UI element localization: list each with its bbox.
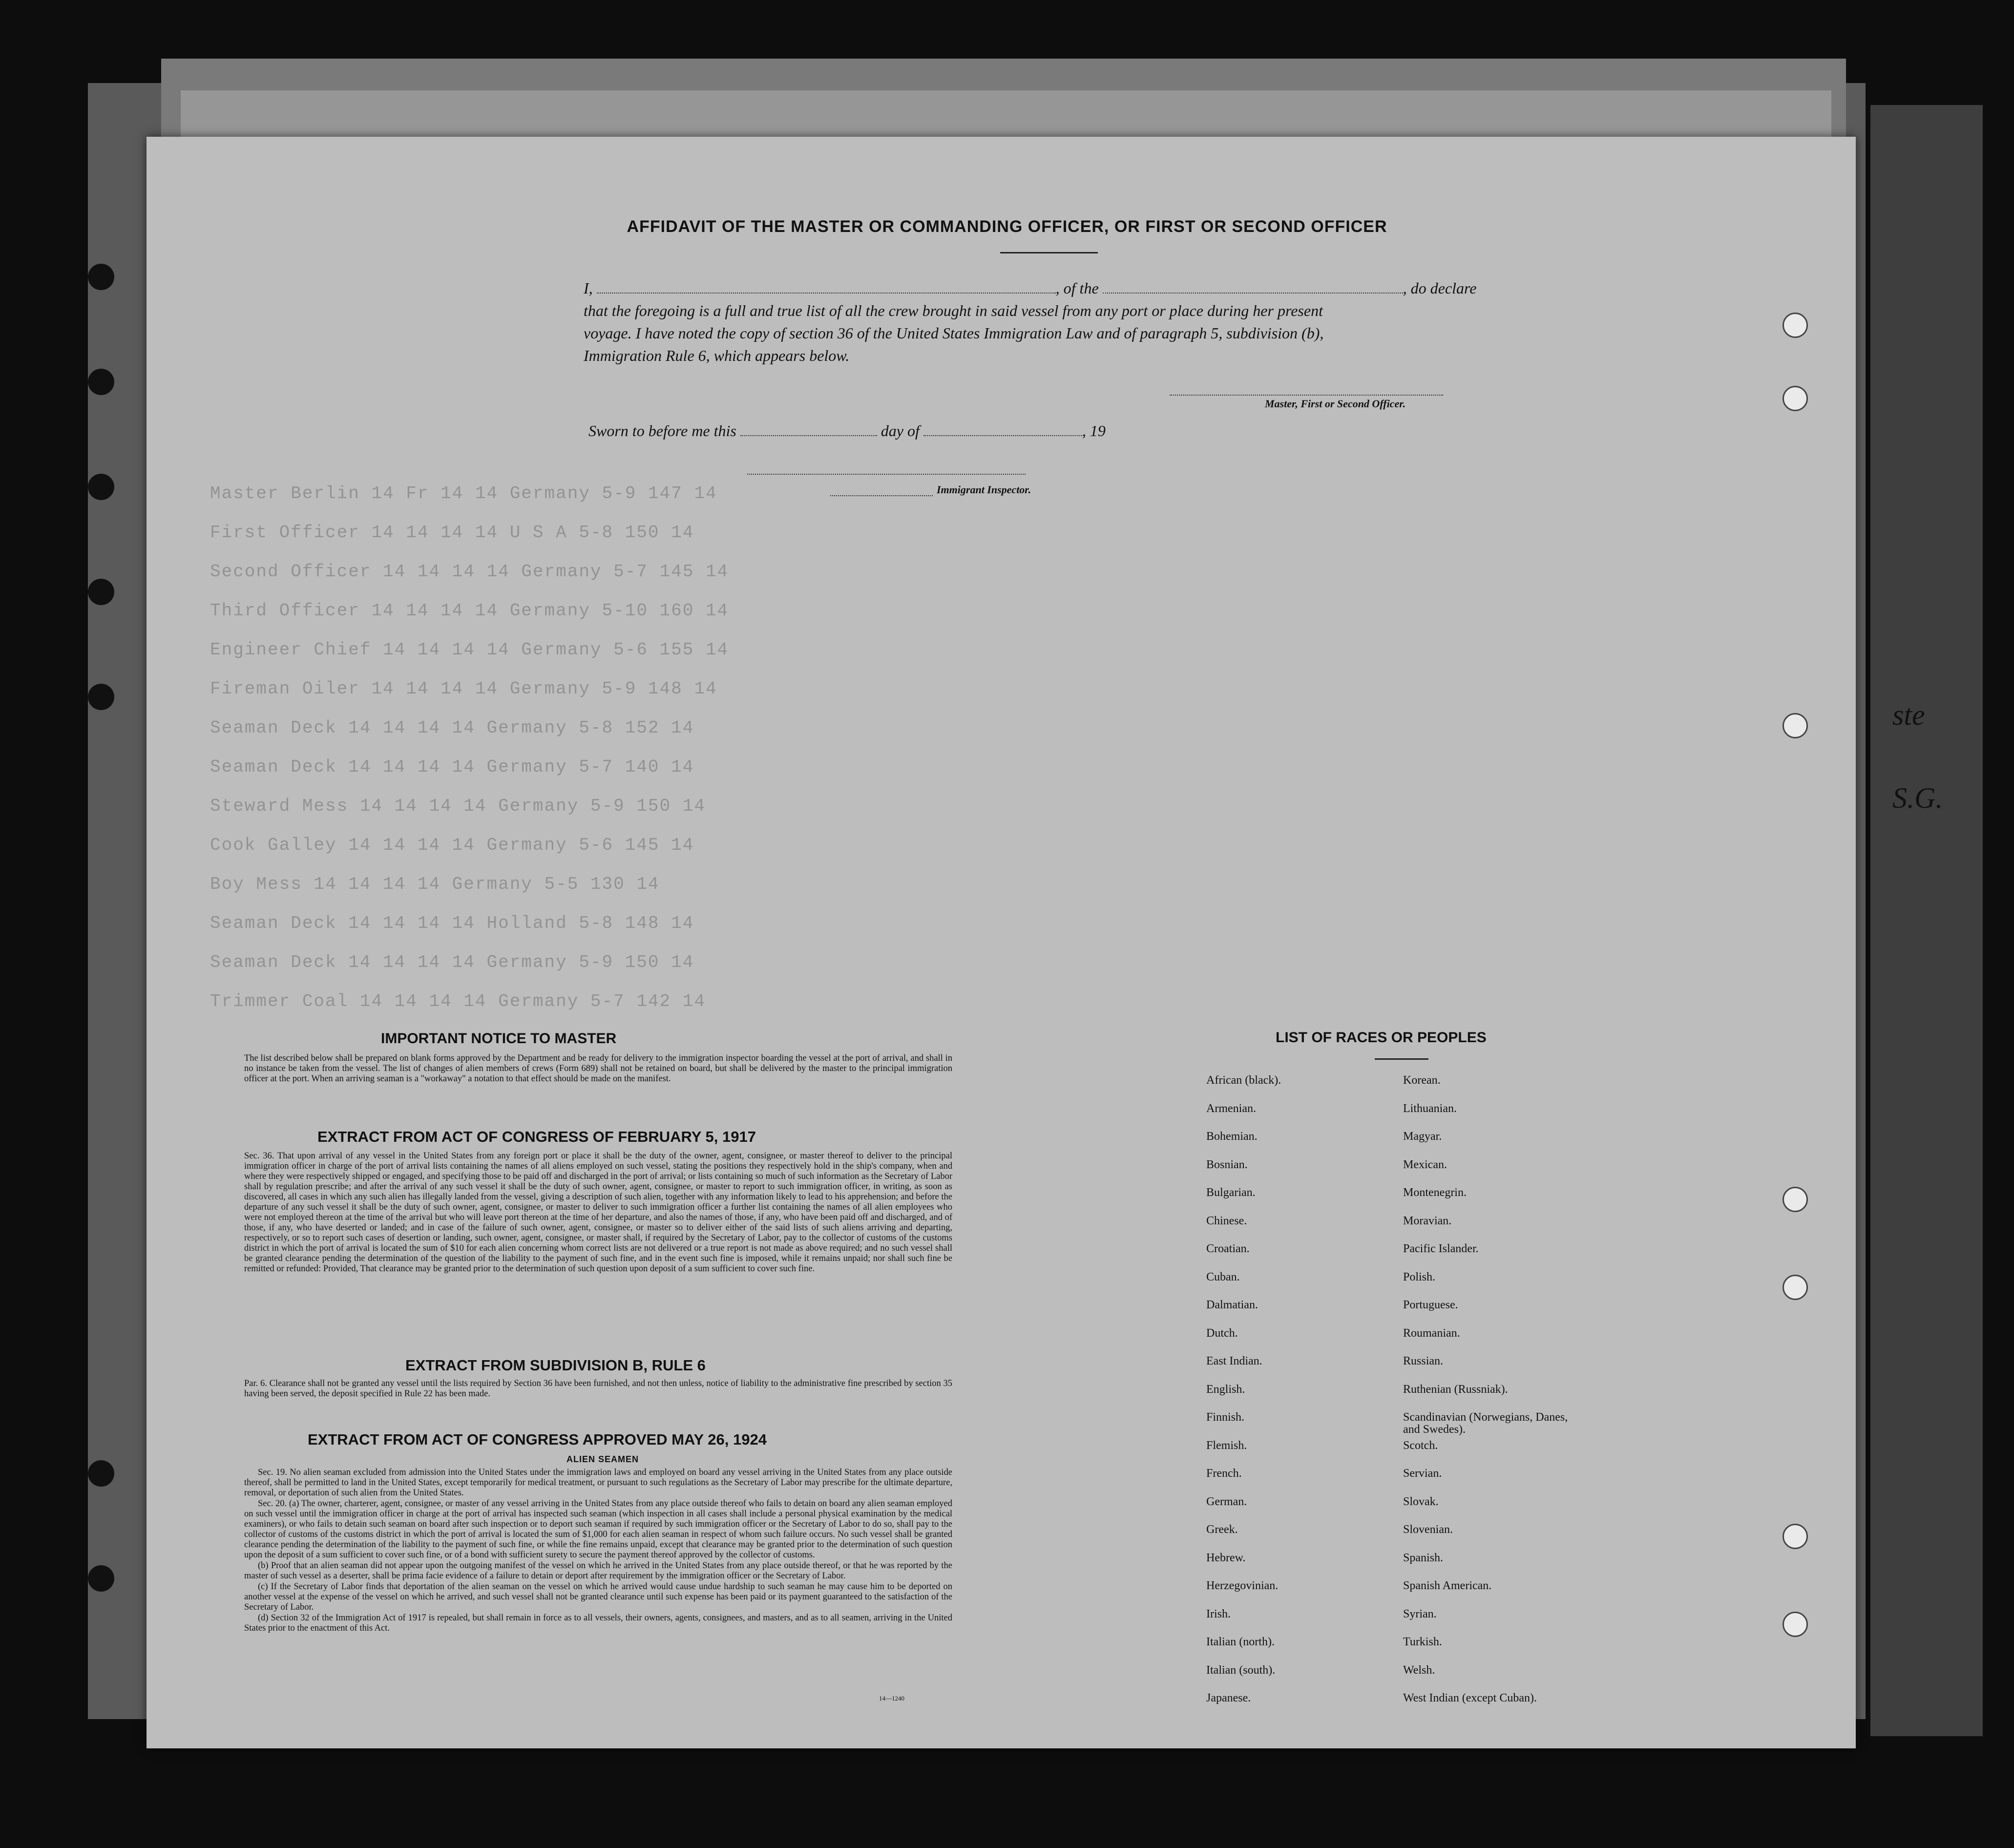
binder-hole <box>88 684 114 710</box>
form-number: 14—1240 <box>879 1695 904 1702</box>
race-item: Korean. <box>1403 1074 1441 1087</box>
race-item: Armenian. <box>1206 1102 1256 1115</box>
race-item: Slovak. <box>1403 1495 1439 1508</box>
side-handwriting: ste <box>1892 699 1925 731</box>
of-the-label: , of the <box>1055 279 1099 297</box>
race-item: French. <box>1206 1467 1242 1480</box>
race-item: Portuguese. <box>1403 1299 1458 1311</box>
vessel-blank[interactable] <box>1103 281 1403 294</box>
binder-hole <box>1783 1187 1808 1212</box>
extract-1924-heading: EXTRACT FROM ACT OF CONGRESS APPROVED MAY 26, 1924 <box>308 1431 767 1448</box>
binder-hole <box>1783 313 1808 338</box>
binder-hole <box>1783 386 1808 411</box>
race-item: Ruthenian (Russniak). <box>1403 1383 1508 1396</box>
side-handwriting: S.G. <box>1892 782 1943 814</box>
binder-hole <box>88 579 114 605</box>
race-item: Mexican. <box>1403 1158 1447 1171</box>
binder-hole <box>88 1460 114 1487</box>
race-item: Servian. <box>1403 1467 1442 1480</box>
section-20d-paragraph: (d) Section 32 of the Immigration Act of 1917 is repealed, but shall remain in force as to all vessels, their owners, agents, consignees, and masters, and as to all seamen, arriving in the United States prior to the enactment of this Act. <box>244 1613 952 1633</box>
race-item: Magyar. <box>1403 1130 1442 1143</box>
race-item: Bosnian. <box>1206 1158 1248 1171</box>
name-blank[interactable] <box>597 281 1056 294</box>
binder-hole <box>1783 713 1808 738</box>
race-item: Cuban. <box>1206 1270 1240 1283</box>
race-item: East Indian. <box>1206 1355 1262 1367</box>
race-item: Syrian. <box>1403 1607 1437 1620</box>
binder-hole <box>88 369 114 395</box>
extract-1924-text <box>244 1468 952 1634</box>
races-underline <box>1375 1058 1428 1060</box>
title-underline <box>1000 252 1098 253</box>
section-20c-paragraph: (c) If the Secretary of Labor finds that deportation of the alien seaman on the vessel on which he arrived would cause undue hardship to such seaman he may cause him to be deported on another vessel at the expense of the vessel on which he arrived, and such vessel shall not be granted clearance until such expense has been paid or its payment guaranteed to the satisfaction of the Secretary of Labor. <box>244 1582 952 1612</box>
declare-label: , do declare <box>1403 279 1477 297</box>
extract-1917-heading: EXTRACT FROM ACT OF CONGRESS OF FEBRUARY 5, 1917 <box>317 1128 756 1145</box>
race-item: Roumanian. <box>1403 1326 1460 1340</box>
race-item: Hebrew. <box>1206 1551 1246 1564</box>
master-signature-line[interactable] <box>1170 394 1443 396</box>
race-item: Bulgarian. <box>1206 1186 1256 1199</box>
binder-hole <box>88 474 114 500</box>
sworn-day-blank[interactable] <box>740 423 877 436</box>
race-item: Italian (north). <box>1206 1636 1275 1648</box>
race-item: English. <box>1206 1383 1245 1396</box>
year-label: , 19 <box>1082 422 1106 440</box>
inspector-leader <box>830 494 933 496</box>
race-item: Slovenian. <box>1403 1523 1453 1536</box>
race-item: Scandinavian (Norwegians, Danes, and Swedes). <box>1403 1411 1568 1436</box>
manifest-form-sheet: Master Berlin 14 Fr 14 14 Germany 5-9 147 14 First Officer 14 14 14 14 U S A 5-8 150 14 Second Officer 14 14 14 14 Germany 5-7 145 14 Third Officer 14 14 14 14 Germany 5-10 160 14 Engineer Chief 14 14 14 14 Germany 5-6 155 14 Fireman Oiler 14 14 14 14 Germany 5-9 148 14 Seaman Deck 14 14 14 14 Germany 5-8 152 14 Seaman Deck 14 14 14 14 Germany 5-7 140 14 Steward Mess 14 14 14 14 Germany 5-9 150 14 Cook Galley 14 14 14 14 Germany 5-6 145 14 Boy Mess 14 14 14 14 Germany 5-5 130 14 Seaman Deck 14 14 14 14 Holland 5-8 148 14 Seaman Deck 14 14 14 14 Germany 5-9 150 14 Trimmer Coal 14 14 14 14 Germany 5-7 142 14 <box>147 137 1856 1748</box>
race-item: Scotch. <box>1403 1439 1438 1452</box>
race-item: Herzegovinian. <box>1206 1579 1279 1592</box>
section-20b-paragraph: (b) Proof that an alien seaman did not appear upon the outgoing manifest of the vessel on which he arrived in the United States from any place outside thereof, or that he was reported by the master of such vessel as a deserter, shall be prima facie evidence of a failure to detain or deport after requirement by the immigration officer or the Secretary of Labor. <box>244 1561 952 1581</box>
inspector-signature-line[interactable] <box>747 473 1026 475</box>
section-19-paragraph: Sec. 19. No alien seaman excluded from admission into the United States under the immigration laws and employed on board any vessel arriving in the United States from any place outside thereof, shall be permitted to land in the United States, except temporarily for medical treatment, or pursuant to such regulations as the Secretary of Labor may prescribe for the ultimate departure, removal, or deportation of such alien from the United States. <box>244 1468 952 1498</box>
extract-1917-text: Sec. 36. That upon arrival of any vessel in the United States from any foreign port or place it shall be the duty of the owner, agent, consignee, or master thereof to deliver to the principal immigration officer in charge of the port of arrival lists containing the names of all aliens employed on such vessel, stating the positions they respectively hold in the ship's company, when and where they were respectively shipped or engaged, and specifying those to be paid off and discharged in the port of arrival; or lists containing so much of such information as the Secretary of Labor shall by regulation prescribe; and after the arrival of any such vessel it shall be the duty of such owner, agent, consignee, or master to report to such immigration officer, in writing, as soon as discovered, all cases in which any such alien has illegally landed from the vessel, giving a description of such alien, together with any information likely to lead to his apprehension; and before the departure of any such vessel it shall be the duty of such owner, agent, consignee, or master to deliver to such immigration officer a further list containing the names of all alien employees who were not employed thereon at the time of the arrival but who will leave port thereon at the time of her departure, and also the names of those, if any, who have been paid off and discharged, and of those, if any, who have deserted or landed; and in case of the failure of such owner, agent, consignee, or master so to deliver either of the said lists of such aliens arriving and departing, respectively, or so to report such cases of desertion or landing, such owner, agent, consignee, or master shall, if required by the Secretary of Labor, pay to the collector of customs of the customs district in which the port of arrival is located the sum of $10 for each alien concerning whom correct lists are not delivered or a true report is not made as above required; and no such vessel shall be granted clearance pending the determination of the question of the liability to the payment of such fine, and in the event such fine is imposed, while it remains unpaid; nor shall such fine be remitted or refunded: Provided, That clearance may be granted prior to the determination of such question upon deposit of a sum sufficient to cover such fine. <box>244 1151 952 1274</box>
race-item: Spanish American. <box>1403 1579 1492 1592</box>
races-heading: LIST OF RACES OR PEOPLES <box>1276 1029 1487 1046</box>
declaration-text: Immigration Rule 6, which appears below. <box>584 347 850 364</box>
race-item: Pacific Islander. <box>1403 1242 1479 1255</box>
inspector-caption: Immigrant Inspector. <box>937 483 1031 496</box>
race-item: Lithuanian. <box>1403 1102 1457 1115</box>
race-item: Finnish. <box>1206 1411 1245 1424</box>
race-item: Russian. <box>1403 1355 1444 1367</box>
race-item: African (black). <box>1206 1074 1281 1087</box>
master-caption: Master, First or Second Officer. <box>1265 398 1406 410</box>
sworn-line <box>588 422 1106 440</box>
race-item: Flemish. <box>1206 1439 1247 1452</box>
race-item: West Indian (except Cuban). <box>1403 1692 1537 1704</box>
race-item: Turkish. <box>1403 1636 1442 1648</box>
affidavit-title: AFFIDAVIT OF THE MASTER OR COMMANDING OFFICER, OR FIRST OR SECOND OFFICER <box>627 217 1387 236</box>
declarant-prefix: I, <box>584 279 593 297</box>
race-item: Dutch. <box>1206 1326 1238 1340</box>
alien-seamen-subheading: ALIEN SEAMEN <box>566 1454 639 1464</box>
race-item: Spanish. <box>1403 1551 1444 1564</box>
extract-rule6-text: Par. 6. Clearance shall not be granted any vessel until the lists required by Section 36 have been furnished, and not then unless, notice of liability to the administrative fine prescribed by section 35 having been served, the deposit specified in Rule 22 has been made. <box>244 1379 952 1399</box>
section-20a-paragraph: Sec. 20. (a) The owner, charterer, agent, consignee, or master of any vessel arriving in the United States from any place outside thereof who fails to detain on board any alien seaman employed on such vessel until the immigration officer in charge at the port of arrival has inspected such seaman (which inspection in all cases shall include a personal physical examination by the medical examiners), or who fails to detain such seaman on board after such inspection or to deport such seaman if required by such immigration officer or the Secretary of Labor to do so, shall pay to the collector of customs of the customs district in which the port of arrival is located the sum of $1,000 for each alien seaman in respect of whom such failure occurs. No such vessel shall be granted clearance pending the determination of the liability to the payment of such fine, or while the fine remains unpaid, except that clearance may be granted prior to the determination of such question upon the deposit of a sum sufficient to cover such fine, or of a bond with sufficient surety to secure the payment thereof approved by the collector of customs. <box>244 1499 952 1560</box>
race-item: Polish. <box>1403 1270 1436 1283</box>
declaration-line <box>584 279 1476 297</box>
race-item: Greek. <box>1206 1523 1238 1536</box>
sworn-label: Sworn to before me this <box>588 422 736 440</box>
race-item: Irish. <box>1206 1607 1231 1620</box>
race-item: Chinese. <box>1206 1214 1247 1227</box>
binder-hole <box>1783 1275 1808 1300</box>
race-item: Moravian. <box>1403 1214 1452 1227</box>
race-item: Dalmatian. <box>1206 1299 1258 1311</box>
day-of-label: day of <box>881 422 920 440</box>
declaration-text: that the foregoing is a full and true list of all the crew brought in said vessel from any port or place during her present <box>584 302 1323 319</box>
declaration-text: voyage. I have noted the copy of section 36 of the United States Immigration Law and of paragraph 5, subdivision (b), <box>584 324 1324 342</box>
extract-rule6-heading: EXTRACT FROM SUBDIVISION B, RULE 6 <box>405 1357 706 1374</box>
race-item: Montenegrin. <box>1403 1186 1467 1199</box>
race-item: German. <box>1206 1495 1247 1508</box>
binder-hole <box>1783 1524 1808 1549</box>
race-item: Croatian. <box>1206 1242 1250 1255</box>
adjacent-page-edge <box>1870 105 1983 1736</box>
notice-heading: IMPORTANT NOTICE TO MASTER <box>381 1030 617 1047</box>
sworn-month-blank[interactable] <box>923 423 1082 436</box>
race-item: Japanese. <box>1206 1692 1251 1704</box>
race-item: Bohemian. <box>1206 1130 1258 1143</box>
race-item: Welsh. <box>1403 1663 1435 1677</box>
binder-hole <box>88 1565 114 1592</box>
notice-text: The list described below shall be prepared on blank forms approved by the Department and be ready for delivery to the immigration inspector boarding the vessel at the port of arrival, and shall in no instance be taken from the vessel. The list of changes of alien members of crews (Form 689) shall not be retained on board, but shall be delivered by the master to the principal immigration officer at the port. When an arriving seaman is a "workaway" a notation to that effect should be made on the manifest. <box>244 1053 952 1084</box>
binder-hole <box>88 264 114 290</box>
binder-hole <box>1783 1612 1808 1637</box>
race-item: Italian (south). <box>1206 1663 1276 1677</box>
